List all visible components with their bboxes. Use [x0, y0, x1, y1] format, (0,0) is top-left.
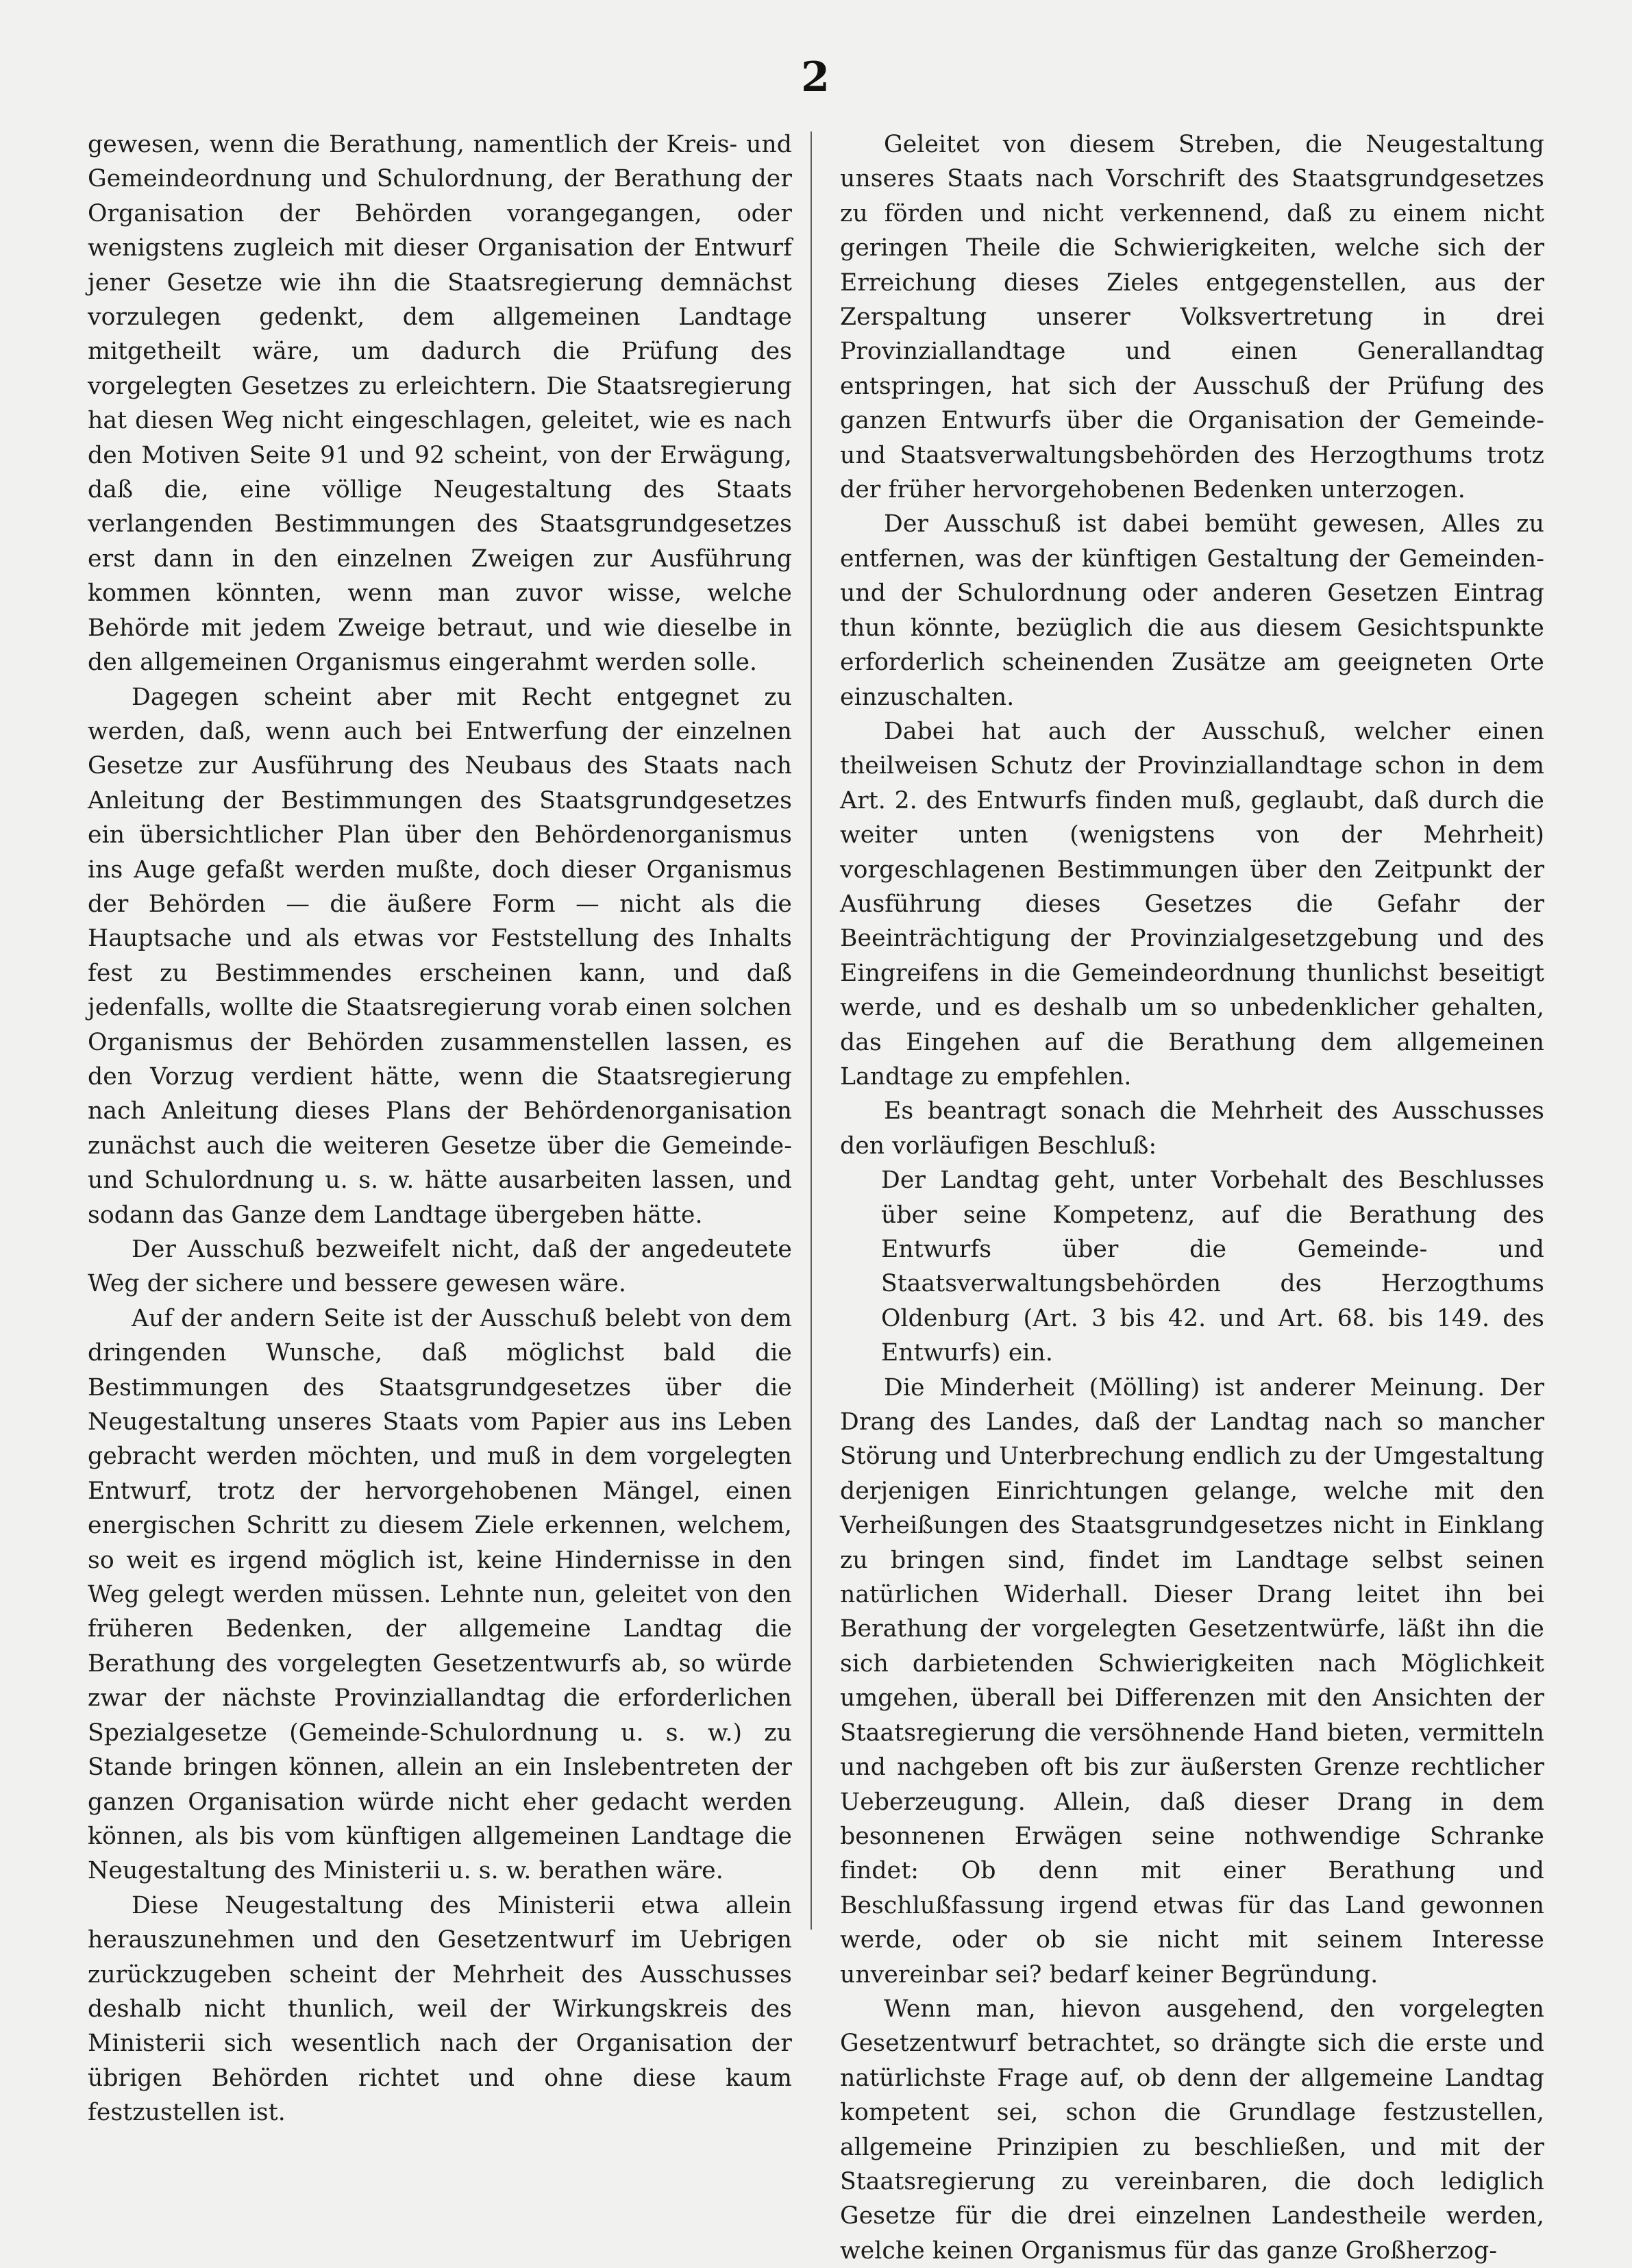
left-column	[88, 127, 792, 2130]
column-divider	[811, 132, 812, 1930]
right-paragraph-3: Dabei hat auch der Ausschuß, welcher einen theilweisen Schutz der Provinziallandtage schon in dem Art. 2. des Entwurfs finden muß, geglaubt, daß durch die weiter unten (wenigstens von der Mehrheit) vorgeschlagenen Bestimmungen über den Zeitpunkt der Ausführung dieses Gesetzes die Gefahr der Beeinträchtigung der Provinzialgesetzgebung und des Eingreifens in die Gemeindeordnung thunlichst beseitigt werde, und es deshalb um so unbedenklicher gehalten, das Eingehen auf die Berathung dem allgemeinen Landtage zu empfehlen.	[840, 717, 1544, 1091]
left-paragraph-4: Auf der andern Seite ist der Ausschuß belebt von dem dringenden Wunsche, daß möglichst bald die Bestimmungen des Staatsgrundgesetzes über die Neugestaltung unseres Staats vom Papier aus ins Leben gebracht werden möchten, und muß in dem vorgelegten Entwurf, trotz der hervorgehobenen Mängel, einen energischen Schritt zu diesem Ziele erkennen, welchem, so weit es irgend möglich ist, keine Hindernisse in den Weg gelegt werden müssen. Lehnte nun, geleitet von den früheren Bedenken, der allgemeine Landtag die Berathung des vorgelegten Gesetzentwurfs ab, so würde zwar der nächste Provinziallandtag die erforderlichen Spezialgesetze (Gemeinde-Schulordnung u. s. w.) zu Stande bringen können, allein an ein Inslebentreten der ganzen Organisation würde nicht eher gedacht werden können, als bis vom künftigen allgemeinen Landtage die Neugestaltung des Ministerii u. s. w. berathen wäre.	[88, 1304, 792, 1885]
left-paragraph-5: Diese Neugestaltung des Ministerii etwa allein herauszunehmen und den Gesetzentwurf im Uebrigen zurückzugeben scheint der Mehrheit des Ausschusses deshalb nicht thunlich, weil der Wirkungskreis des Ministerii sich wesentlich nach der Organisation der übrigen Behörden richtet und ohne diese kaum festzustellen ist.	[88, 1891, 792, 2127]
proposed-resolution: Der Landtag geht, unter Vorbehalt des Beschlusses über seine Kompetenz, auf die Berathung des Entwurfs über die Gemeinde- und Staatsverwaltungsbehörden des Herzogthums Oldenburg (Art. 3 bis 42. und Art. 68. bis 149. des Entwurfs) ein.	[881, 1167, 1544, 1367]
left-paragraph-3: Der Ausschuß bezweifelt nicht, daß der angedeutete Weg der sichere und bessere gewesen wäre.	[88, 1236, 792, 1298]
right-paragraph-5: Die Minderheit (Mölling) ist anderer Meinung. Der Drang des Landes, daß der Landtag nach so mancher Störung und Unterbrechung endlich zu der Umgestaltung derjenigen Einrichtungen gelange, welche mit den Verheißungen des Staatsgrundgesetzes nicht in Einklang zu bringen sind, findet im Landtage selbst seinen natürlichen Widerhall. Dieser Drang leitet ihn bei Berathung der vorgelegten Gesetzentwürfe, läßt ihn die sich darbietenden Schwierigkeiten nach Möglichkeit umgehen, überall bei Differenzen mit den Ansichten der Staatsregierung die versöhnende Hand bieten, vermitteln und nachgeben oft bis zur äußersten Grenze rechtlicher Ueberzeugung. Allein, daß dieser Drang in dem besonnenen Erwägen seine nothwendige Schranke findet: Ob denn mit einer Berathung und Beschlußfassung irgend etwas für das Land gewonnen werde, oder ob sie nicht mit seinem Interesse unvereinbar sei? bedarf keiner Begründung.	[840, 1373, 1544, 1989]
page-number: 2	[801, 53, 830, 101]
right-column	[840, 127, 1544, 2268]
left-paragraph-2: Dagegen scheint aber mit Recht entgegnet zu werden, daß, wenn auch bei Entwerfung der einzelnen Gesetze zur Ausführung des Neubaus des Staats nach Anleitung der Bestimmungen des Staatsgrundgesetzes ein übersichtlicher Plan über den Behördenorganismus ins Auge gefaßt werden mußte, doch dieser Organismus der Behörden — die äußere Form — nicht als die Hauptsache und als etwas vor Feststellung des Inhalts fest zu Bestimmendes erscheinen kann, und daß jedenfalls, wollte die Staatsregierung vorab einen solchen Organismus der Behörden zusammenstellen lassen, es den Vorzug verdient hätte, wenn die Staatsregierung nach Anleitung dieses Plans der Behördenorganisation zunächst auch die weiteren Gesetze über die Gemeinde- und Schulordnung u. s. w. hätte ausarbeiten lassen, und sodann das Ganze dem Landtage übergeben hätte.	[88, 683, 792, 1229]
right-paragraph-1: Geleitet von diesem Streben, die Neugestaltung unseres Staats nach Vorschrift des Staatsgrundgesetzes zu förden und nicht verkennend, daß zu einem nicht geringen Theile die Schwierigkeiten, welche sich der Erreichung dieses Zieles entgegenstellen, aus der Zerspaltung unserer Volksvertretung in drei Provinziallandtage und einen Generallandtag entspringen, hat sich der Ausschuß der Prüfung des ganzen Entwurfs über die Organisation der Gemeinde- und Staatsverwaltungsbehörden des Herzogthums trotz der früher hervorgehobenen Bedenken unterzogen.	[840, 131, 1544, 504]
right-paragraph-2: Der Ausschuß ist dabei bemüht gewesen, Alles zu entfernen, was der künftigen Gestaltung der Gemeinden- und der Schulordnung oder anderen Gesetzen Eintrag thun könnte, bezüglich die aus diesem Gesichtspunkte erforderlich scheinenden Zusätze am geeigneten Orte einzuschalten.	[840, 510, 1544, 711]
left-paragraph-1: gewesen, wenn die Berathung, namentlich der Kreis- und Gemeindeordnung und Schulordnung, der Berathung der Organisation der Behörden vorangegangen, oder wenigstens zugleich mit dieser Organisation der Entwurf jener Gesetze wie ihn die Staatsregierung demnächst vorzulegen gedenkt, dem allgemeinen Landtage mitgetheilt wäre, um dadurch die Prüfung des vorgelegten Gesetzes zu erleichtern. Die Staatsregierung hat diesen Weg nicht eingeschlagen, geleitet, wie es nach den Motiven Seite 91 und 92 scheint, von der Erwägung, daß die, eine völlige Neugestaltung des Staats verlangenden Bestimmungen des Staatsgrundgesetzes erst dann in den einzelnen Zweigen zur Ausführung kommen könnten, wenn man zuvor wisse, welche Behörde mit jedem Zweige betraut, und wie dieselbe in den allgemeinen Organismus eingerahmt werden solle.	[88, 131, 792, 677]
right-paragraph-6: Wenn man, hievon ausgehend, den vorgelegten Gesetzentwurf betrachtet, so drängte sich die erste und natürlichste Frage auf, ob denn der allgemeine Landtag kompetent sei, schon die Grundlage festzustellen, allgemeine Prinzipien zu beschließen, und mit der Staatsregierung zu vereinbaren, die doch lediglich Gesetze für die drei einzelnen Landestheile werden, welche keinen Organismus für das ganze Großherzog-	[840, 1995, 1544, 2265]
right-paragraph-4: Es beantragt sonach die Mehrheit des Ausschusses den vorläufigen Beschluß:	[840, 1097, 1544, 1160]
